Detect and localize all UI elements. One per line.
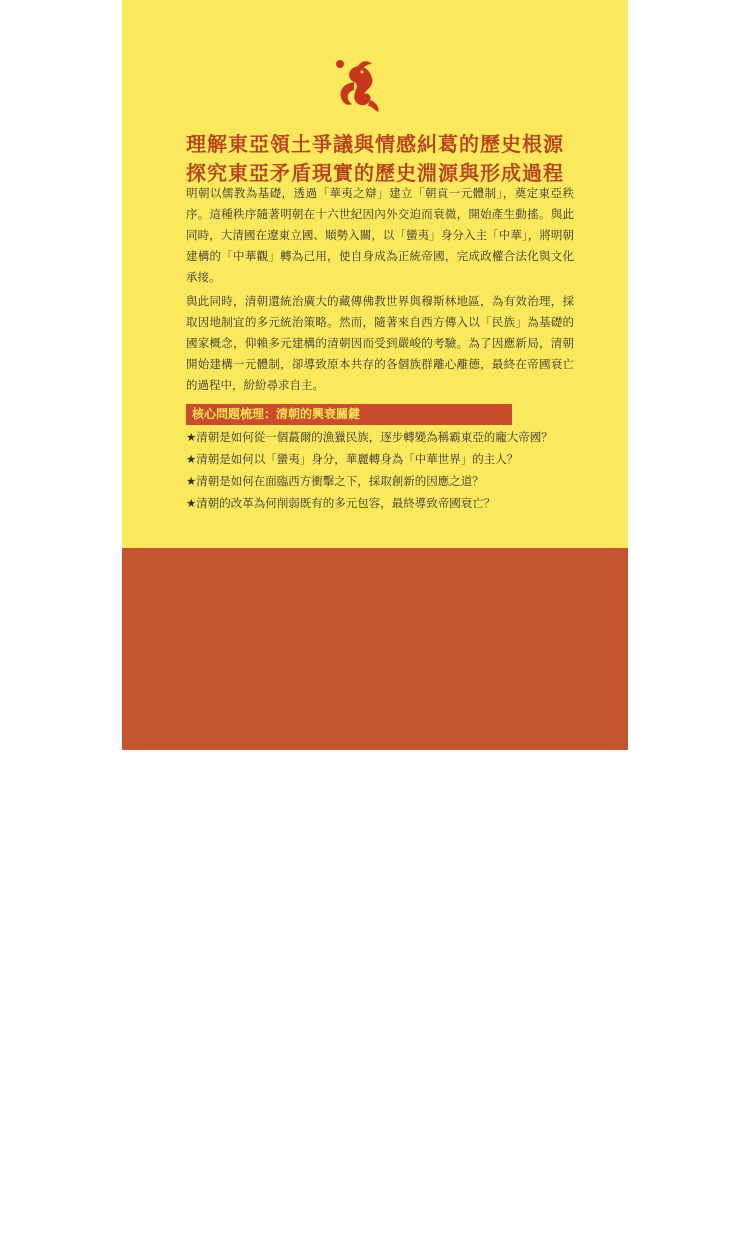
- publisher-name: 臺灣商務印書館: [219, 1193, 303, 1206]
- book-info: [380, 1206, 492, 1242]
- question-item: ★清朝是如何在面臨西方衝擊之下，採取創新的因應之道？: [186, 474, 484, 488]
- isbn: ISBN 978-957-05-3699-7: [380, 1207, 480, 1216]
- barcode-area: [196, 1206, 362, 1244]
- book-back-cover: [122, 0, 628, 1240]
- headline-line-1: 理解東亞領土爭議與情感糾葛的歷史根源: [186, 132, 564, 156]
- code-price: 07010064 | NT$490: [380, 1219, 460, 1228]
- headline-line-2: 探究東亞矛盾現實的歷史淵源與形成過程: [186, 161, 564, 185]
- question-list: [186, 426, 586, 514]
- description-paragraph-2: 與此同時，清朝還統治廣大的藏傳佛教世界與穆斯林地區，為有效治理，採取因地制宜的多元統治策略。然而，隨著來自西方傳入以「民族」為基礎的國家概念，仰賴多元建構的清朝因而受到嚴峻的考驗。為了因應新局，清朝開始建構一元體制，卻導致原本共存的各個族群離心離德，最終在帝國衰亡的過程中，紛紛尋求自主。: [186, 294, 574, 392]
- section-heading: 核心問題梳理：清朝的興衰關鍵: [186, 404, 512, 425]
- dragon-icon: [328, 56, 388, 116]
- question-item: ★清朝的改革為何削弱既有的多元包容，最終導致帝國衰亡？: [186, 496, 496, 510]
- category: 建議分類：歷史、中國歷史、清: [380, 1231, 492, 1240]
- publisher-logo-icon: [196, 1191, 214, 1207]
- description-paragraph-1: 明朝以儒教為基礎，透過「華夷之辯」建立「朝貢一元體制」，奠定東亞秩序。這種秩序隨著明朝在十六世紀因內外交迫而衰微，開始產生動搖。與此同時，大清國在遼東立國、順勢入關，以「蠻夷」身分入主「中華」，將明朝建構的「中華觀」轉為己用，使自身成為正統帝國，完成政權合法化與文化承接。: [186, 186, 574, 284]
- bottom-band: [122, 548, 628, 1240]
- question-item: ★清朝是如何以「蠻夷」身分，華麗轉身為「中華世界」的主人？: [186, 452, 519, 466]
- question-item: ★清朝是如何從一個蕞爾的漁獵民族，逐步轉變為稱霸東亞的龐大帝國？: [186, 430, 553, 444]
